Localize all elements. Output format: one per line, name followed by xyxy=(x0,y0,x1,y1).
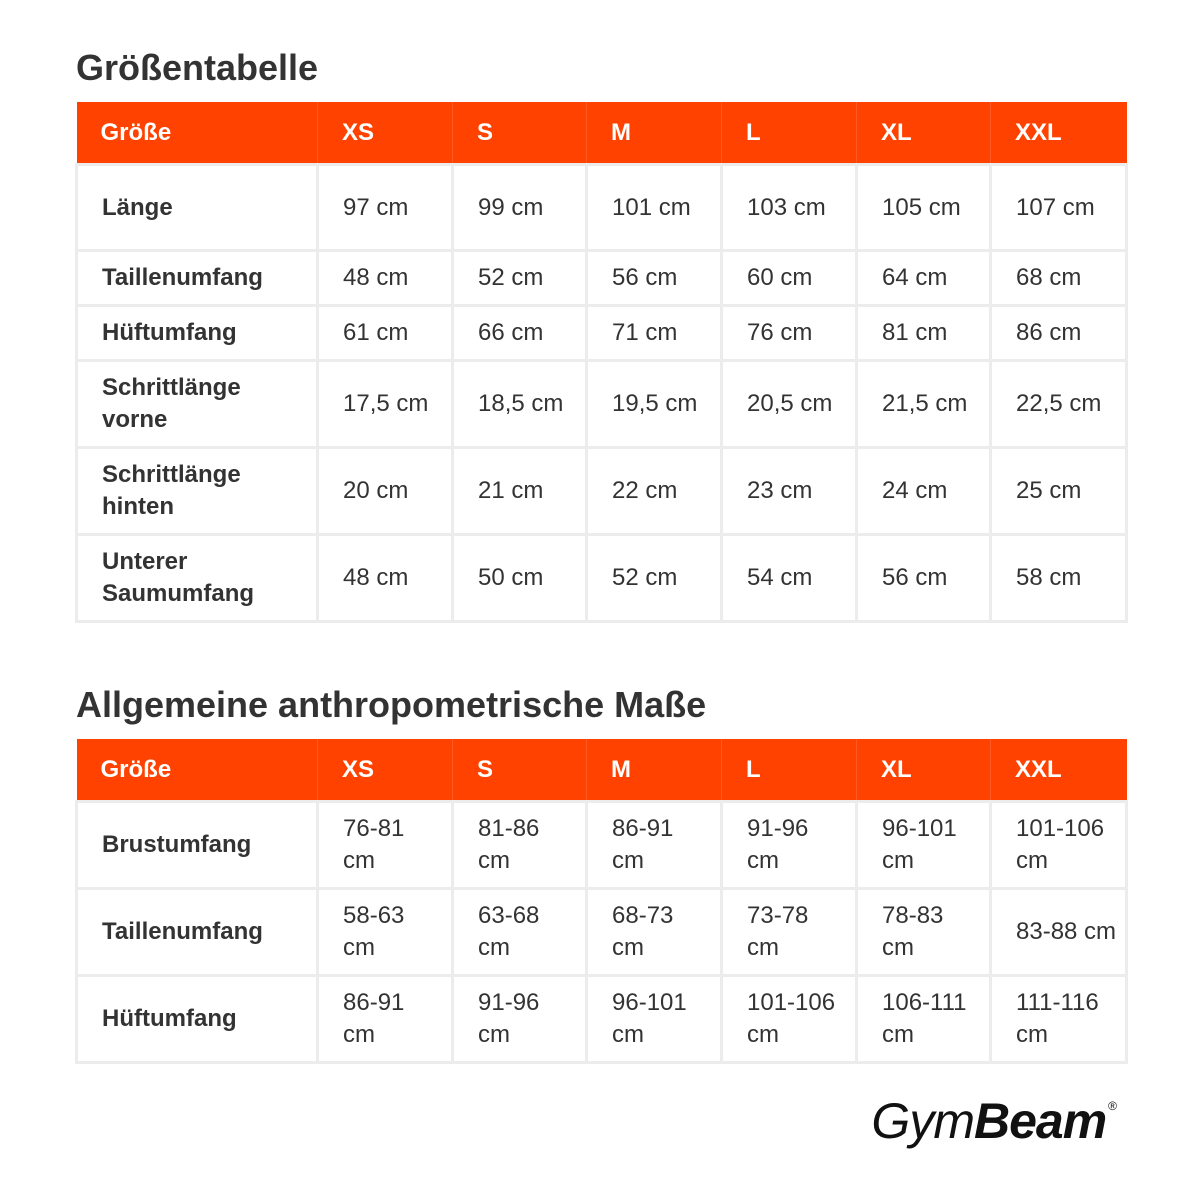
header-cell-xl: XL xyxy=(857,739,991,802)
row-label: Unterer Saumumfang xyxy=(77,535,318,622)
table-cell: 81 cm xyxy=(857,306,991,361)
row-label: Brustumfang xyxy=(77,802,318,889)
table-cell: 76 cm xyxy=(722,306,857,361)
logo-text-gym: Gym xyxy=(871,1093,974,1149)
table-cell: 68-73 cm xyxy=(587,889,722,976)
table-cell: 58 cm xyxy=(991,535,1127,622)
size-chart-title: Größentabelle xyxy=(76,47,319,88)
table-cell: 99 cm xyxy=(453,165,587,251)
table-cell: 20 cm xyxy=(318,448,453,535)
table-cell: 81-86 cm xyxy=(453,802,587,889)
table-cell: 21 cm xyxy=(453,448,587,535)
table-cell: 48 cm xyxy=(318,251,453,306)
header-cell-xxl: XXL xyxy=(991,739,1127,802)
table-row xyxy=(77,802,1127,889)
header-cell-size: Größe xyxy=(77,102,318,165)
table-cell: 91-96 cm xyxy=(722,802,857,889)
anthropometric-title: Allgemeine anthropometrische Maße xyxy=(76,684,707,725)
table-cell: 83-88 cm xyxy=(991,889,1127,976)
logo-text-beam: Beam xyxy=(973,1093,1107,1149)
row-label: Hüftumfang xyxy=(77,306,318,361)
table-cell: 50 cm xyxy=(453,535,587,622)
header-cell-s: S xyxy=(453,739,587,802)
table-cell: 61 cm xyxy=(318,306,453,361)
table-cell: 101-106 cm xyxy=(991,802,1127,889)
table-cell: 78-83 cm xyxy=(857,889,991,976)
table-cell: 101 cm xyxy=(587,165,722,251)
header-cell-xs: XS xyxy=(318,739,453,802)
table-cell: 52 cm xyxy=(453,251,587,306)
table-cell: 56 cm xyxy=(587,251,722,306)
table-cell: 22,5 cm xyxy=(991,361,1127,448)
table-cell: 71 cm xyxy=(587,306,722,361)
header-cell-xs: XS xyxy=(318,102,453,165)
table-cell: 101-106 cm xyxy=(722,976,857,1063)
table-cell: 91-96 cm xyxy=(453,976,587,1063)
table-cell: 73-78 cm xyxy=(722,889,857,976)
table-cell: 86-91 cm xyxy=(318,976,453,1063)
table-cell: 24 cm xyxy=(857,448,991,535)
table-cell: 86 cm xyxy=(991,306,1127,361)
registered-mark: ® xyxy=(1108,1099,1116,1113)
row-label: Schrittlänge hinten xyxy=(77,448,318,535)
table-cell: 21,5 cm xyxy=(857,361,991,448)
row-label: Hüftumfang xyxy=(77,976,318,1063)
table-row xyxy=(77,976,1127,1063)
table-cell: 76-81 cm xyxy=(318,802,453,889)
header-cell-l: L xyxy=(722,739,857,802)
table-cell: 60 cm xyxy=(722,251,857,306)
gymbeam-logo xyxy=(871,1093,1116,1149)
table-cell: 96-101 cm xyxy=(857,802,991,889)
size-chart-table xyxy=(75,102,1128,623)
table-cell: 52 cm xyxy=(587,535,722,622)
table-cell: 107 cm xyxy=(991,165,1127,251)
table-header-row xyxy=(77,739,1127,802)
anthropometric-table xyxy=(75,739,1128,1064)
table-cell: 96-101 cm xyxy=(587,976,722,1063)
header-cell-xxl: XXL xyxy=(991,102,1127,165)
table-cell: 22 cm xyxy=(587,448,722,535)
header-cell-m: M xyxy=(587,739,722,802)
table-row xyxy=(77,306,1127,361)
table-cell: 97 cm xyxy=(318,165,453,251)
table-cell: 54 cm xyxy=(722,535,857,622)
table-cell: 19,5 cm xyxy=(587,361,722,448)
header-cell-size: Größe xyxy=(77,739,318,802)
table-cell: 64 cm xyxy=(857,251,991,306)
table-row xyxy=(77,251,1127,306)
row-label: Länge xyxy=(77,165,318,251)
row-label: Taillenumfang xyxy=(77,251,318,306)
table-row xyxy=(77,165,1127,251)
table-header-row xyxy=(77,102,1127,165)
table-cell: 105 cm xyxy=(857,165,991,251)
table-cell: 48 cm xyxy=(318,535,453,622)
table-row xyxy=(77,535,1127,622)
table-cell: 20,5 cm xyxy=(722,361,857,448)
table-cell: 23 cm xyxy=(722,448,857,535)
table-cell: 106-111 cm xyxy=(857,976,991,1063)
header-cell-m: M xyxy=(587,102,722,165)
header-cell-xl: XL xyxy=(857,102,991,165)
header-cell-s: S xyxy=(453,102,587,165)
header-cell-l: L xyxy=(722,102,857,165)
table-row xyxy=(77,889,1127,976)
table-row xyxy=(77,361,1127,448)
table-cell: 25 cm xyxy=(991,448,1127,535)
table-cell: 63-68 cm xyxy=(453,889,587,976)
row-label: Schrittlänge vorne xyxy=(77,361,318,448)
table-cell: 17,5 cm xyxy=(318,361,453,448)
table-cell: 111-116 cm xyxy=(991,976,1127,1063)
table-cell: 56 cm xyxy=(857,535,991,622)
table-cell: 103 cm xyxy=(722,165,857,251)
table-cell: 58-63 cm xyxy=(318,889,453,976)
row-label: Taillenumfang xyxy=(77,889,318,976)
table-cell: 68 cm xyxy=(991,251,1127,306)
table-cell: 18,5 cm xyxy=(453,361,587,448)
table-row xyxy=(77,448,1127,535)
table-cell: 66 cm xyxy=(453,306,587,361)
table-cell: 86-91 cm xyxy=(587,802,722,889)
